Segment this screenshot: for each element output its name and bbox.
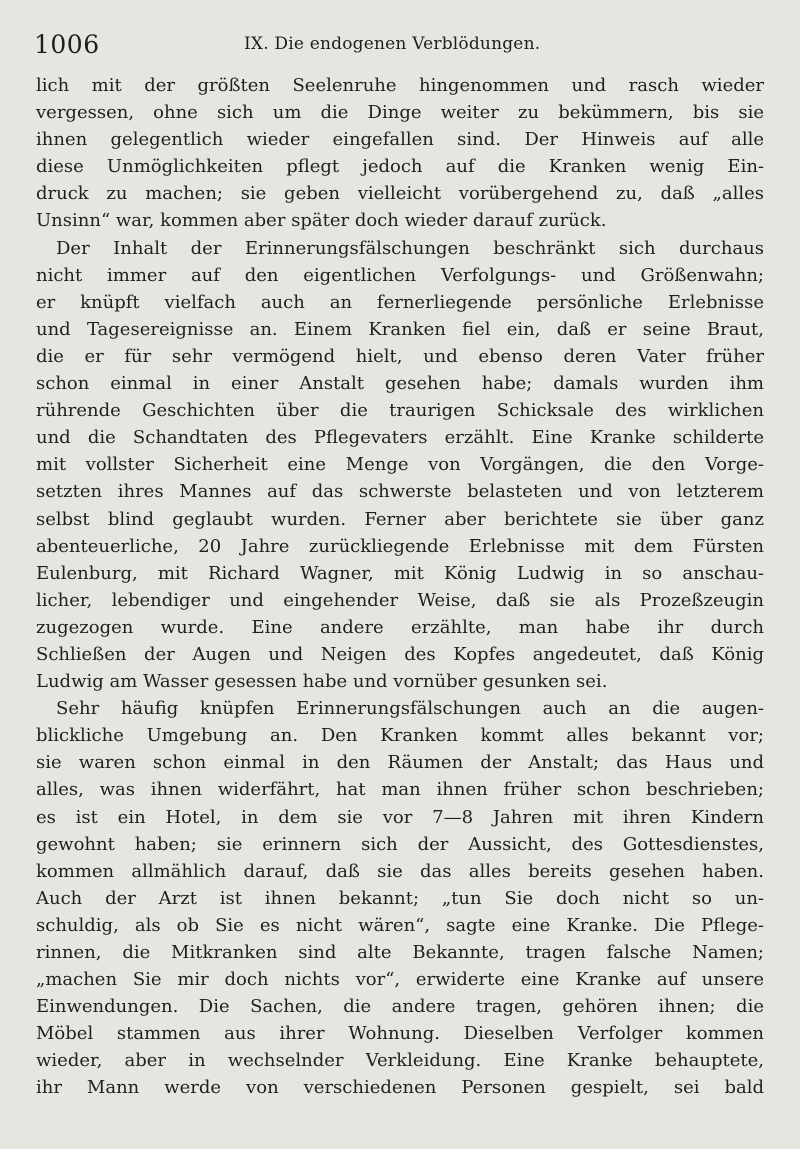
text-line: rinnen, die Mitkranken sind alte Bekannte, tragen falsche Namen; — [36, 942, 764, 963]
page-header — [34, 28, 764, 62]
text-line: rührende Geschichten über die traurigen Schicksale des wirklichen — [36, 400, 764, 422]
text-line: abenteuerliche, 20 Jahre zurückliegende Erlebnisse mit dem Fürsten — [36, 535, 764, 557]
text-line: zugezogen wurde. Eine andere erzählte, man habe ihr durch — [36, 616, 764, 638]
body-text — [36, 72, 764, 1102]
text-line: blickliche Umgebung an. Den Kranken kommt alles bekannt vor; — [36, 725, 764, 747]
text-line: nicht immer auf den eigentlichen Verfolgungs- und Größenwahn; — [36, 264, 764, 286]
paragraph — [36, 72, 764, 235]
text-line: Ludwig am Wasser gesessen habe und vornüber gesunken sei. — [36, 671, 608, 693]
text-line: Eulenburg, mit Richard Wagner, mit König Ludwig in so anschau- — [36, 562, 764, 584]
text-line: ihnen gelegentlich wieder eingefallen sind. Der Hinweis auf alle — [36, 129, 764, 151]
text-line: Schließen der Augen und Neigen des Kopfes angedeutet, daß König — [36, 643, 764, 665]
text-line: Unsinn“ war, kommen aber später doch wieder darauf zurück. — [36, 210, 607, 232]
text-line: Möbel stammen aus ihrer Wohnung. Dieselben Verfolger kommen — [36, 1023, 764, 1045]
text-line: diese Unmöglichkeiten pflegt jedoch auf die Kranken wenig Ein- — [36, 156, 764, 178]
text-line: wieder, aber in wechselnder Verkleidung. Eine Kranke behauptete, — [36, 1050, 764, 1072]
text-line: „machen Sie mir doch nichts vor“, erwiderte eine Kranke auf unsere — [36, 969, 764, 991]
text-line: alles, was ihnen widerfährt, hat man ihnen früher schon beschrieben; — [36, 779, 764, 801]
text-line: Sehr häufig knüpfen Erinnerungsfälschungen auch an die augen- — [56, 698, 764, 720]
text-line: gewohnt haben; sie erinnern sich der Aussicht, des Gottesdienstes, — [36, 833, 764, 855]
paragraph — [36, 235, 764, 696]
text-line: mit vollster Sicherheit eine Menge von Vorgängen, die den Vorge- — [36, 454, 764, 476]
text-line: Auch der Arzt ist ihnen bekannt; „tun Sie doch nicht so un- — [36, 887, 764, 909]
text-line: ihr Mann werde von verschiedenen Personen gespielt, sei bald — [36, 1077, 764, 1099]
text-line: und Tagesereignisse an. Einem Kranken fiel ein, daß er seine Braut, — [36, 318, 764, 340]
text-line: schuldig, als ob Sie es nicht wären“, sagte eine Kranke. Die Pflege- — [36, 914, 764, 936]
text-line: selbst blind geglaubt wurden. Ferner aber berichtete sie über ganz — [36, 508, 764, 530]
text-line: es ist ein Hotel, in dem sie vor 7—8 Jahren mit ihren Kindern — [36, 806, 764, 828]
running-head: IX. Die endogenen Verblödungen. — [244, 34, 541, 54]
text-line: die er für sehr vermögend hielt, und ebenso deren Vater früher — [36, 345, 764, 367]
paragraph — [36, 695, 764, 1101]
text-line: und die Schandtaten des Pflegevaters erzählt. Eine Kranke schilderte — [36, 427, 764, 449]
text-line: sie waren schon einmal in den Räumen der Anstalt; das Haus und — [36, 752, 764, 774]
text-line: druck zu machen; sie geben vielleicht vorübergehend zu, daß „alles — [36, 183, 764, 205]
text-line: Einwendungen. Die Sachen, die andere tragen, gehören ihnen; die — [36, 996, 764, 1018]
text-line: setzten ihres Mannes auf das schwerste belasteten und von letzterem — [36, 481, 764, 503]
text-line: vergessen, ohne sich um die Dinge weiter zu bekümmern, bis sie — [36, 102, 764, 124]
text-line: schon einmal in einer Anstalt gesehen habe; damals wurden ihm — [36, 373, 764, 395]
text-line: er knüpft vielfach auch an fernerliegende persönliche Erlebnisse — [36, 291, 764, 313]
text-line: Der Inhalt der Erinnerungsfälschungen beschränkt sich durchaus — [56, 237, 764, 259]
text-line: lich mit der größten Seelenruhe hingenommen und rasch wieder — [36, 75, 764, 96]
page-number: 1006 — [34, 30, 100, 59]
text-line: licher, lebendiger und eingehender Weise, daß sie als Prozeßzeugin — [36, 589, 764, 611]
text-line: kommen allmählich darauf, daß sie das alles bereits gesehen haben. — [36, 860, 764, 882]
